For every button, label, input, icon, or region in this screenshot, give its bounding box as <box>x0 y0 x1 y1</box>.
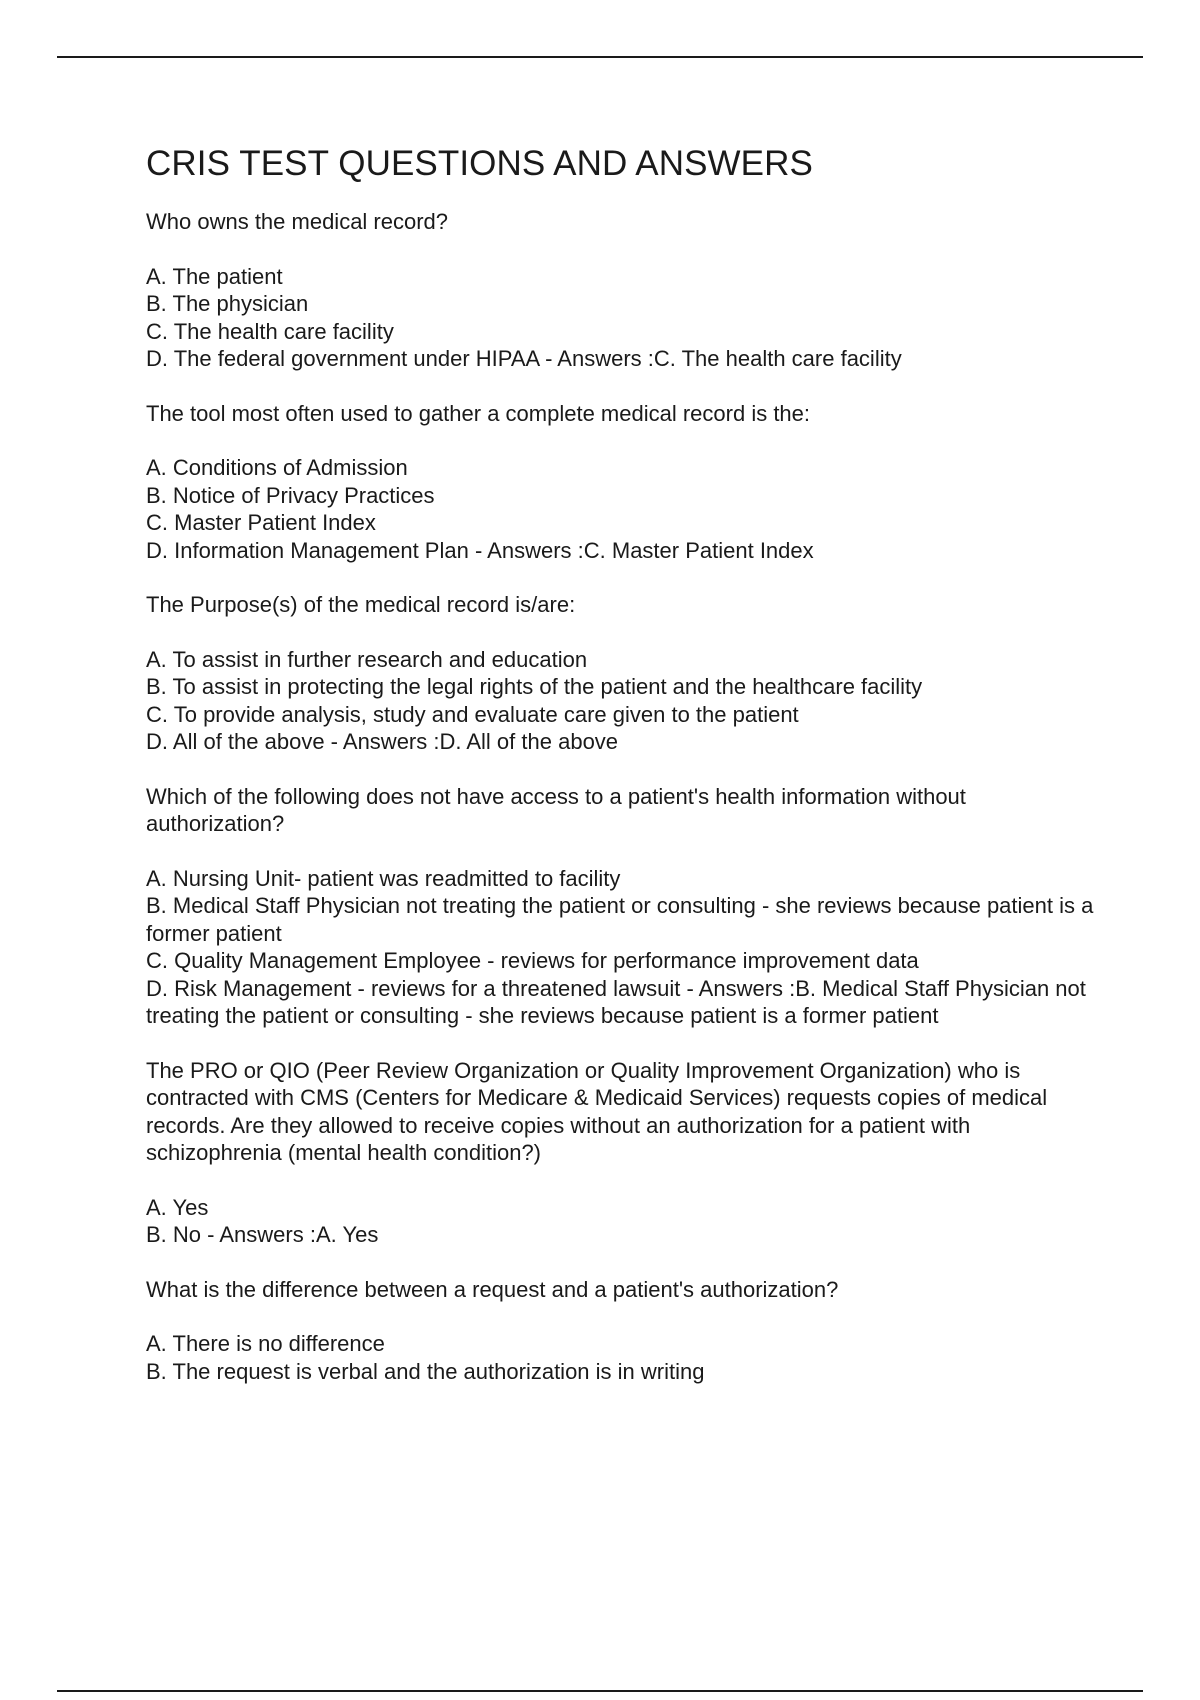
answer-option: B. Medical Staff Physician not treating the patient or consulting - she reviews because patient is a former patient <box>146 893 1094 946</box>
question-text: What is the difference between a request and a patient's authorization? <box>146 1276 839 1302</box>
question-text: The PRO or QIO (Peer Review Organization or Quality Improvement Organization) who is contracted with CMS (Centers for Medicare & Medicaid Services) requests copies of medical records. Are they allowed to receive copies without an authorization for a patient with schizophrenia (mental health condition?) <box>146 1057 1048 1165</box>
answer-option: D. The federal government under HIPAA - Answers :C. The health care facility <box>146 346 902 371</box>
answer-option: B. To assist in protecting the legal rights of the patient and the healthcare facility <box>146 674 923 699</box>
answer-option: D. Risk Management - reviews for a threatened lawsuit - Answers :B. Medical Staff Physician not treating the patient or consulting - she reviews because patient is a former patient <box>146 975 1086 1028</box>
question-text: Who owns the medical record? <box>146 209 449 234</box>
header-rule <box>57 56 1143 58</box>
question-block-4 <box>146 783 1106 1030</box>
answer-option: C. To provide analysis, study and evaluate care given to the patient <box>146 701 799 727</box>
answer-option: C. Quality Management Employee - reviews for performance improvement data <box>146 948 919 973</box>
answer-option: D. Information Management Plan - Answers :C. Master Patient Index <box>146 537 814 563</box>
question-block-3 <box>146 591 1106 756</box>
answer-option: C. The health care facility <box>146 318 394 344</box>
answer-option: D. All of the above - Answers :D. All of the above <box>146 729 619 754</box>
answer-option: A. There is no difference <box>146 1331 385 1356</box>
answer-option: A. Yes <box>146 1194 209 1220</box>
answer-option: B. The request is verbal and the authorization is in writing <box>146 1358 705 1384</box>
answer-option: A. The patient <box>146 263 283 289</box>
answer-option: A. Nursing Unit- patient was readmitted to facility <box>146 865 621 891</box>
question-text: Which of the following does not have access to a patient's health information without authorization? <box>146 783 966 836</box>
answer-option: A. To assist in further research and education <box>146 646 588 672</box>
question-block-6 <box>146 1276 1106 1386</box>
answer-option: A. Conditions of Admission <box>146 455 408 480</box>
answer-option: B. The physician <box>146 291 309 316</box>
footer-rule <box>57 1690 1143 1692</box>
question-block-1 <box>146 208 1106 373</box>
answer-option: B. Notice of Privacy Practices <box>146 482 435 508</box>
question-text: The Purpose(s) of the medical record is/are: <box>146 592 576 617</box>
question-text: The tool most often used to gather a complete medical record is the: <box>146 400 811 426</box>
question-block-5 <box>146 1057 1106 1249</box>
question-block-2 <box>146 400 1106 565</box>
answer-option: C. Master Patient Index <box>146 510 376 535</box>
document-body <box>146 142 1106 1412</box>
document-title: CRIS TEST QUESTIONS AND ANSWERS <box>146 144 813 183</box>
answer-option: B. No - Answers :A. Yes <box>146 1222 379 1247</box>
